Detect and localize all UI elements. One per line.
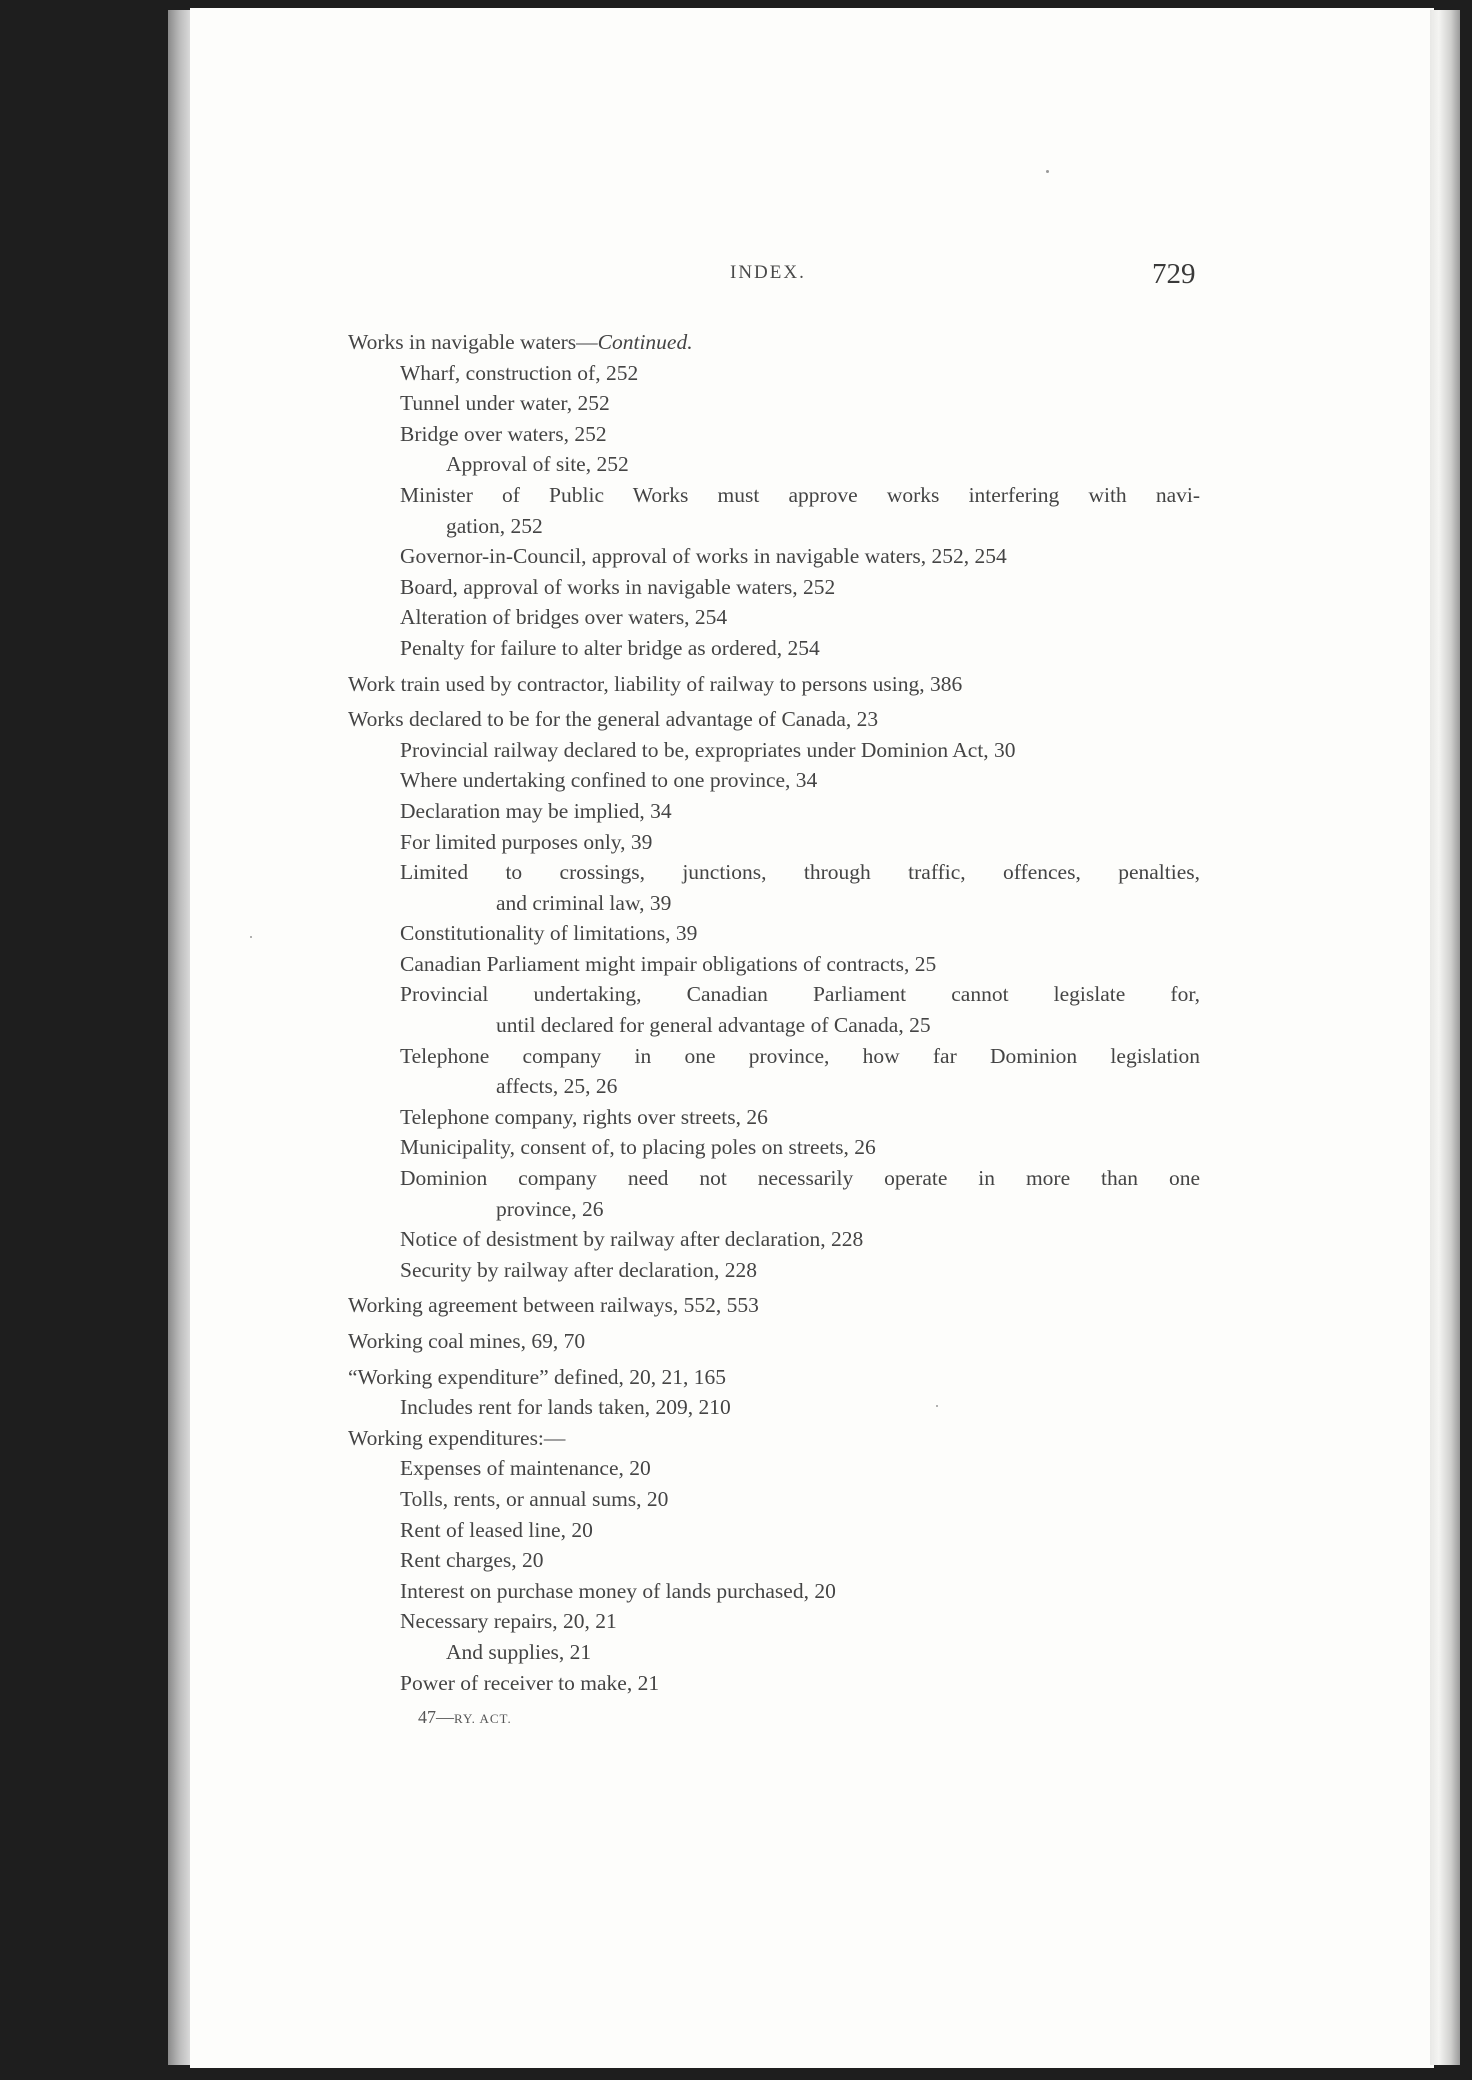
entry-text: Penalty for failure to alter bridge as ordered, 254 bbox=[400, 635, 820, 660]
entry-text: Power of receiver to make, 21 bbox=[400, 1670, 660, 1695]
index-subentry bbox=[348, 1392, 1200, 1423]
entry-text: Telephone company in one province, how far Dominion legislation bbox=[400, 1043, 1200, 1068]
entry-text: For limited purposes only, 39 bbox=[400, 829, 653, 854]
entry-text: Telephone company, rights over streets, 26 bbox=[400, 1104, 768, 1129]
index-subentry bbox=[348, 857, 1200, 888]
index-subentry bbox=[348, 388, 1200, 419]
index-subentry bbox=[348, 480, 1200, 511]
index-entry bbox=[348, 669, 1200, 700]
index-subentry bbox=[348, 1041, 1200, 1072]
entry-text: And supplies, 21 bbox=[446, 1639, 592, 1664]
index-subentry bbox=[348, 979, 1200, 1010]
entry-text: Minister of Public Works must approve works interfering with navi- bbox=[400, 482, 1200, 507]
index-subentry bbox=[348, 633, 1200, 664]
index-subentry bbox=[348, 511, 1200, 542]
index-subentry bbox=[348, 949, 1200, 980]
index-entry bbox=[348, 1326, 1200, 1357]
index-entry bbox=[348, 704, 1200, 735]
index-subentry bbox=[348, 1224, 1200, 1255]
index-entries bbox=[348, 327, 1200, 1698]
entry-text: Provincial railway declared to be, expropriates under Dominion Act, 30 bbox=[400, 737, 1016, 762]
index-subentry bbox=[348, 1102, 1200, 1133]
entry-text: province, 26 bbox=[496, 1196, 604, 1221]
index-subentry bbox=[348, 1668, 1200, 1699]
entry-text: Working coal mines, 69, 70 bbox=[348, 1329, 586, 1353]
index-subentry bbox=[348, 1606, 1200, 1637]
index-subentry bbox=[348, 541, 1200, 572]
index-entry bbox=[348, 327, 1200, 358]
index-subentry bbox=[348, 1194, 1200, 1225]
page-number: 729 bbox=[1152, 258, 1196, 290]
signature-label: RY. ACT. bbox=[454, 1711, 512, 1726]
entry-text: Works in navigable waters— bbox=[348, 330, 598, 354]
index-subentry bbox=[348, 796, 1200, 827]
entry-text: Notice of desistment by railway after declaration, 228 bbox=[400, 1227, 864, 1252]
index-subentry bbox=[348, 1453, 1200, 1484]
entry-text: Governor-in-Council, approval of works in navigable waters, 252, 254 bbox=[400, 544, 1007, 569]
entry-text: Bridge over waters, 252 bbox=[400, 421, 607, 446]
entry-text: until declared for general advantage of Canada, 25 bbox=[496, 1013, 931, 1038]
index-entry bbox=[348, 1290, 1200, 1321]
index-subentry bbox=[348, 1071, 1200, 1102]
entry-text: Provincial undertaking, Canadian Parliament cannot legislate for, bbox=[400, 982, 1200, 1007]
entry-text: Tolls, rents, or annual sums, 20 bbox=[400, 1486, 669, 1511]
entry-text: Working agreement between railways, 552, 553 bbox=[348, 1293, 759, 1318]
entry-text: affects, 25, 26 bbox=[496, 1074, 618, 1099]
index-subentry bbox=[348, 1255, 1200, 1286]
entry-text: Municipality, consent of, to placing poles on streets, 26 bbox=[400, 1135, 876, 1160]
index-entry bbox=[348, 1423, 1200, 1454]
index-subentry bbox=[348, 572, 1200, 603]
entry-text: Security by railway after declaration, 228 bbox=[400, 1257, 757, 1282]
index-subentry bbox=[348, 888, 1200, 919]
entry-text: Tunnel under water, 252 bbox=[400, 391, 610, 416]
scan-speck bbox=[250, 936, 252, 938]
entry-text: and criminal law, 39 bbox=[496, 890, 672, 915]
index-subentry bbox=[348, 918, 1200, 949]
index-subentry bbox=[348, 827, 1200, 858]
index-subentry bbox=[348, 449, 1200, 480]
entry-text: Alteration of bridges over waters, 254 bbox=[400, 605, 728, 630]
index-subentry bbox=[348, 1545, 1200, 1576]
entry-text: Rent charges, 20 bbox=[400, 1548, 544, 1573]
entry-text: Constitutionality of limitations, 39 bbox=[400, 921, 698, 946]
entry-text: gation, 252 bbox=[446, 513, 543, 538]
entry-text: Board, approval of works in navigable waters, 252 bbox=[400, 574, 836, 599]
entry-text: Work train used by contractor, liability of railway to persons using, 386 bbox=[348, 671, 963, 696]
index-subentry bbox=[348, 1637, 1200, 1668]
entry-text: Dominion company need not necessarily operate in more than one bbox=[400, 1166, 1200, 1191]
index-subentry bbox=[348, 1132, 1200, 1163]
scan-speck bbox=[1046, 170, 1049, 173]
index-subentry bbox=[348, 602, 1200, 633]
index-subentry bbox=[348, 419, 1200, 450]
page-edge bbox=[1430, 10, 1460, 2065]
entry-text: Working expenditures:— bbox=[348, 1425, 566, 1450]
signature-number: 47— bbox=[418, 1707, 454, 1727]
entry-text: Approval of site, 252 bbox=[446, 452, 629, 477]
entry-text: Works declared to be for the general advantage of Canada, 23 bbox=[348, 707, 879, 732]
index-entry bbox=[348, 1362, 1200, 1393]
page-gutter bbox=[168, 10, 190, 2065]
entry-text: Rent of leased line, 20 bbox=[400, 1517, 593, 1542]
index-subentry bbox=[348, 1484, 1200, 1515]
index-subentry bbox=[348, 735, 1200, 766]
signature-mark bbox=[418, 1707, 512, 1728]
entry-text: Limited to crossings, junctions, through traffic, offences, penalties, bbox=[400, 860, 1200, 885]
entry-text: Expenses of maintenance, 20 bbox=[400, 1456, 651, 1481]
entry-text: “Working expenditure” defined, 20, 21, 165 bbox=[348, 1364, 726, 1389]
index-subentry bbox=[348, 1576, 1200, 1607]
running-head: INDEX. bbox=[730, 262, 806, 283]
entry-text: Wharf, construction of, 252 bbox=[400, 360, 639, 385]
entry-continued: Continued. bbox=[597, 330, 693, 354]
index-subentry bbox=[348, 1515, 1200, 1546]
index-subentry bbox=[348, 1163, 1200, 1194]
entry-text: Canadian Parliament might impair obligations of contracts, 25 bbox=[400, 951, 937, 976]
index-subentry bbox=[348, 358, 1200, 389]
index-subentry bbox=[348, 1010, 1200, 1041]
entry-text: Includes rent for lands taken, 209, 210 bbox=[400, 1395, 731, 1420]
entry-text: Interest on purchase money of lands purchased, 20 bbox=[400, 1578, 836, 1603]
entry-text: Where undertaking confined to one province, 34 bbox=[400, 768, 818, 793]
index-subentry bbox=[348, 765, 1200, 796]
entry-text: Declaration may be implied, 34 bbox=[400, 798, 672, 823]
entry-text: Necessary repairs, 20, 21 bbox=[400, 1609, 617, 1634]
